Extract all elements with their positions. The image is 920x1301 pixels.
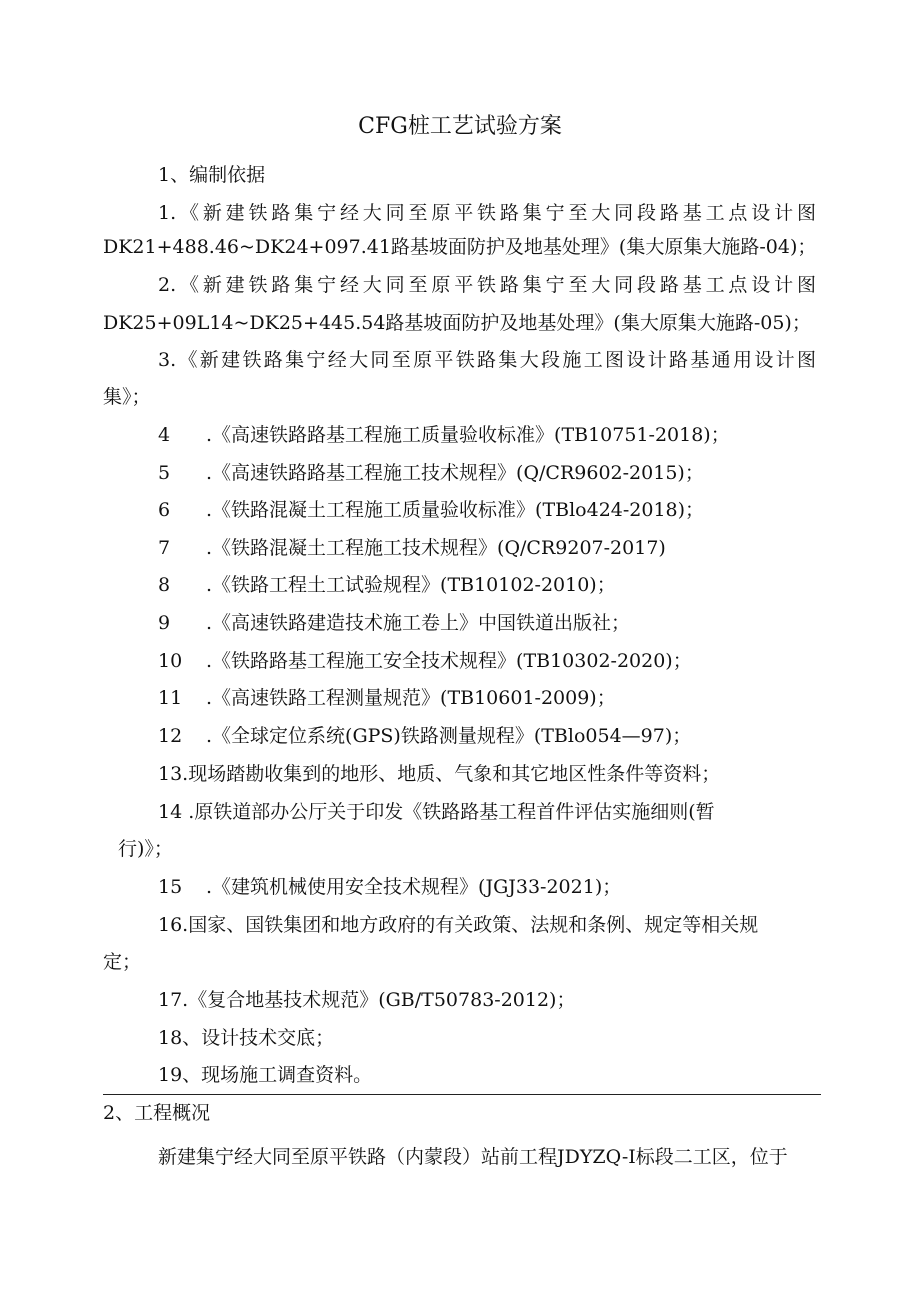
basis-item-15-number: 15: [158, 876, 183, 898]
basis-item-13: 13.现场踏勘收集到的地形、地质、气象和其它地区性条件等资料；: [158, 763, 721, 785]
basis-item-9-number: 9: [158, 612, 171, 634]
basis-item-5-text: .《高速铁路路基工程施工技术规程》(Q/CR9602-2015)；: [206, 462, 704, 484]
basis-item-3-line2: 集》；: [103, 386, 151, 408]
basis-item-12-number: 12: [158, 725, 183, 747]
basis-item-14-line2: 行)》；: [118, 838, 173, 860]
basis-item-8-text: .《铁路工程土工试验规程》(TB10102-2010)；: [206, 574, 616, 596]
basis-item-6-text: .《铁路混凝土工程施工质量验收标准》(TBlo424-2018)；: [206, 499, 705, 521]
basis-item-12-text: .《全球定位系统(GPS)铁路测量规程》(TBlo054—97)；: [206, 725, 692, 747]
basis-item-7-text: .《铁路混凝土工程施工技术规程》(Q/CR9207-2017): [206, 537, 666, 559]
basis-item-15-text: .《建筑机械使用安全技术规程》(JGJ33-2021)；: [206, 876, 622, 898]
basis-item-11-text: .《高速铁路工程测量规范》(TB10601-2009)；: [206, 687, 616, 709]
basis-item-19: 19、现场施工调查资料。: [158, 1064, 373, 1086]
basis-item-7-number: 7: [158, 537, 171, 559]
basis-item-2-line2: DK25+09L14~DK25+445.54路基坡面防护及地基处理》(集大原集大施路-05)；: [103, 312, 811, 334]
basis-item-1-line2: DK21+488.46~DK24+097.41路基坡面防护及地基处理》(集大原集大施路-04)；: [103, 236, 817, 258]
basis-item-9-text: .《高速铁路建造技术施工卷上》中国铁道出版社；: [206, 612, 631, 634]
basis-item-4-number: 4: [158, 424, 171, 446]
basis-item-18: 18、设计技术交底；: [158, 1027, 335, 1049]
basis-item-5-number: 5: [158, 462, 171, 484]
basis-item-1-line1: 1.《新建铁路集宁经大同至原平铁路集宁至大同段路基工点设计图: [158, 202, 816, 224]
basis-item-11-number: 11: [158, 687, 183, 709]
basis-item-4-text: .《高速铁路路基工程施工质量验收标准》(TB10751-2018)；: [206, 424, 730, 446]
basis-item-10-text: .《铁路路基工程施工安全技术规程》(TB10302-2020)；: [206, 650, 692, 672]
basis-item-16-line2: 定；: [103, 951, 142, 973]
basis-item-8-number: 8: [158, 574, 171, 596]
basis-item-2-line1: 2.《新建铁路集宁经大同至原平铁路集宁至大同段路基工点设计图: [158, 274, 816, 296]
basis-item-17: 17.《复合地基技术规范》(GB/T50783-2012)；: [158, 989, 576, 1011]
section-divider: [103, 1094, 821, 1095]
basis-item-16-line1: 16.国家、国铁集团和地方政府的有关政策、法规和条例、规定等相关规: [158, 914, 759, 936]
basis-item-10-number: 10: [158, 650, 183, 672]
basis-item-6-number: 6: [158, 499, 171, 521]
basis-item-3-line1: 3.《新建铁路集宁经大同至原平铁路集大段施工图设计路基通用设计图: [158, 349, 816, 371]
section-heading-basis: 1、编制依据: [158, 164, 266, 186]
document-title: CFG桩工艺试验方案: [358, 114, 562, 139]
section-heading-overview: 2、工程概况: [103, 1102, 211, 1124]
basis-item-14-line1: 14 .原铁道部办公厅关于印发《铁路路基工程首件评估实施细则(暂: [158, 801, 715, 823]
overview-paragraph: 新建集宁经大同至原平铁路（内蒙段）站前工程JDYZQ-I标段二工区，位于: [158, 1146, 788, 1168]
